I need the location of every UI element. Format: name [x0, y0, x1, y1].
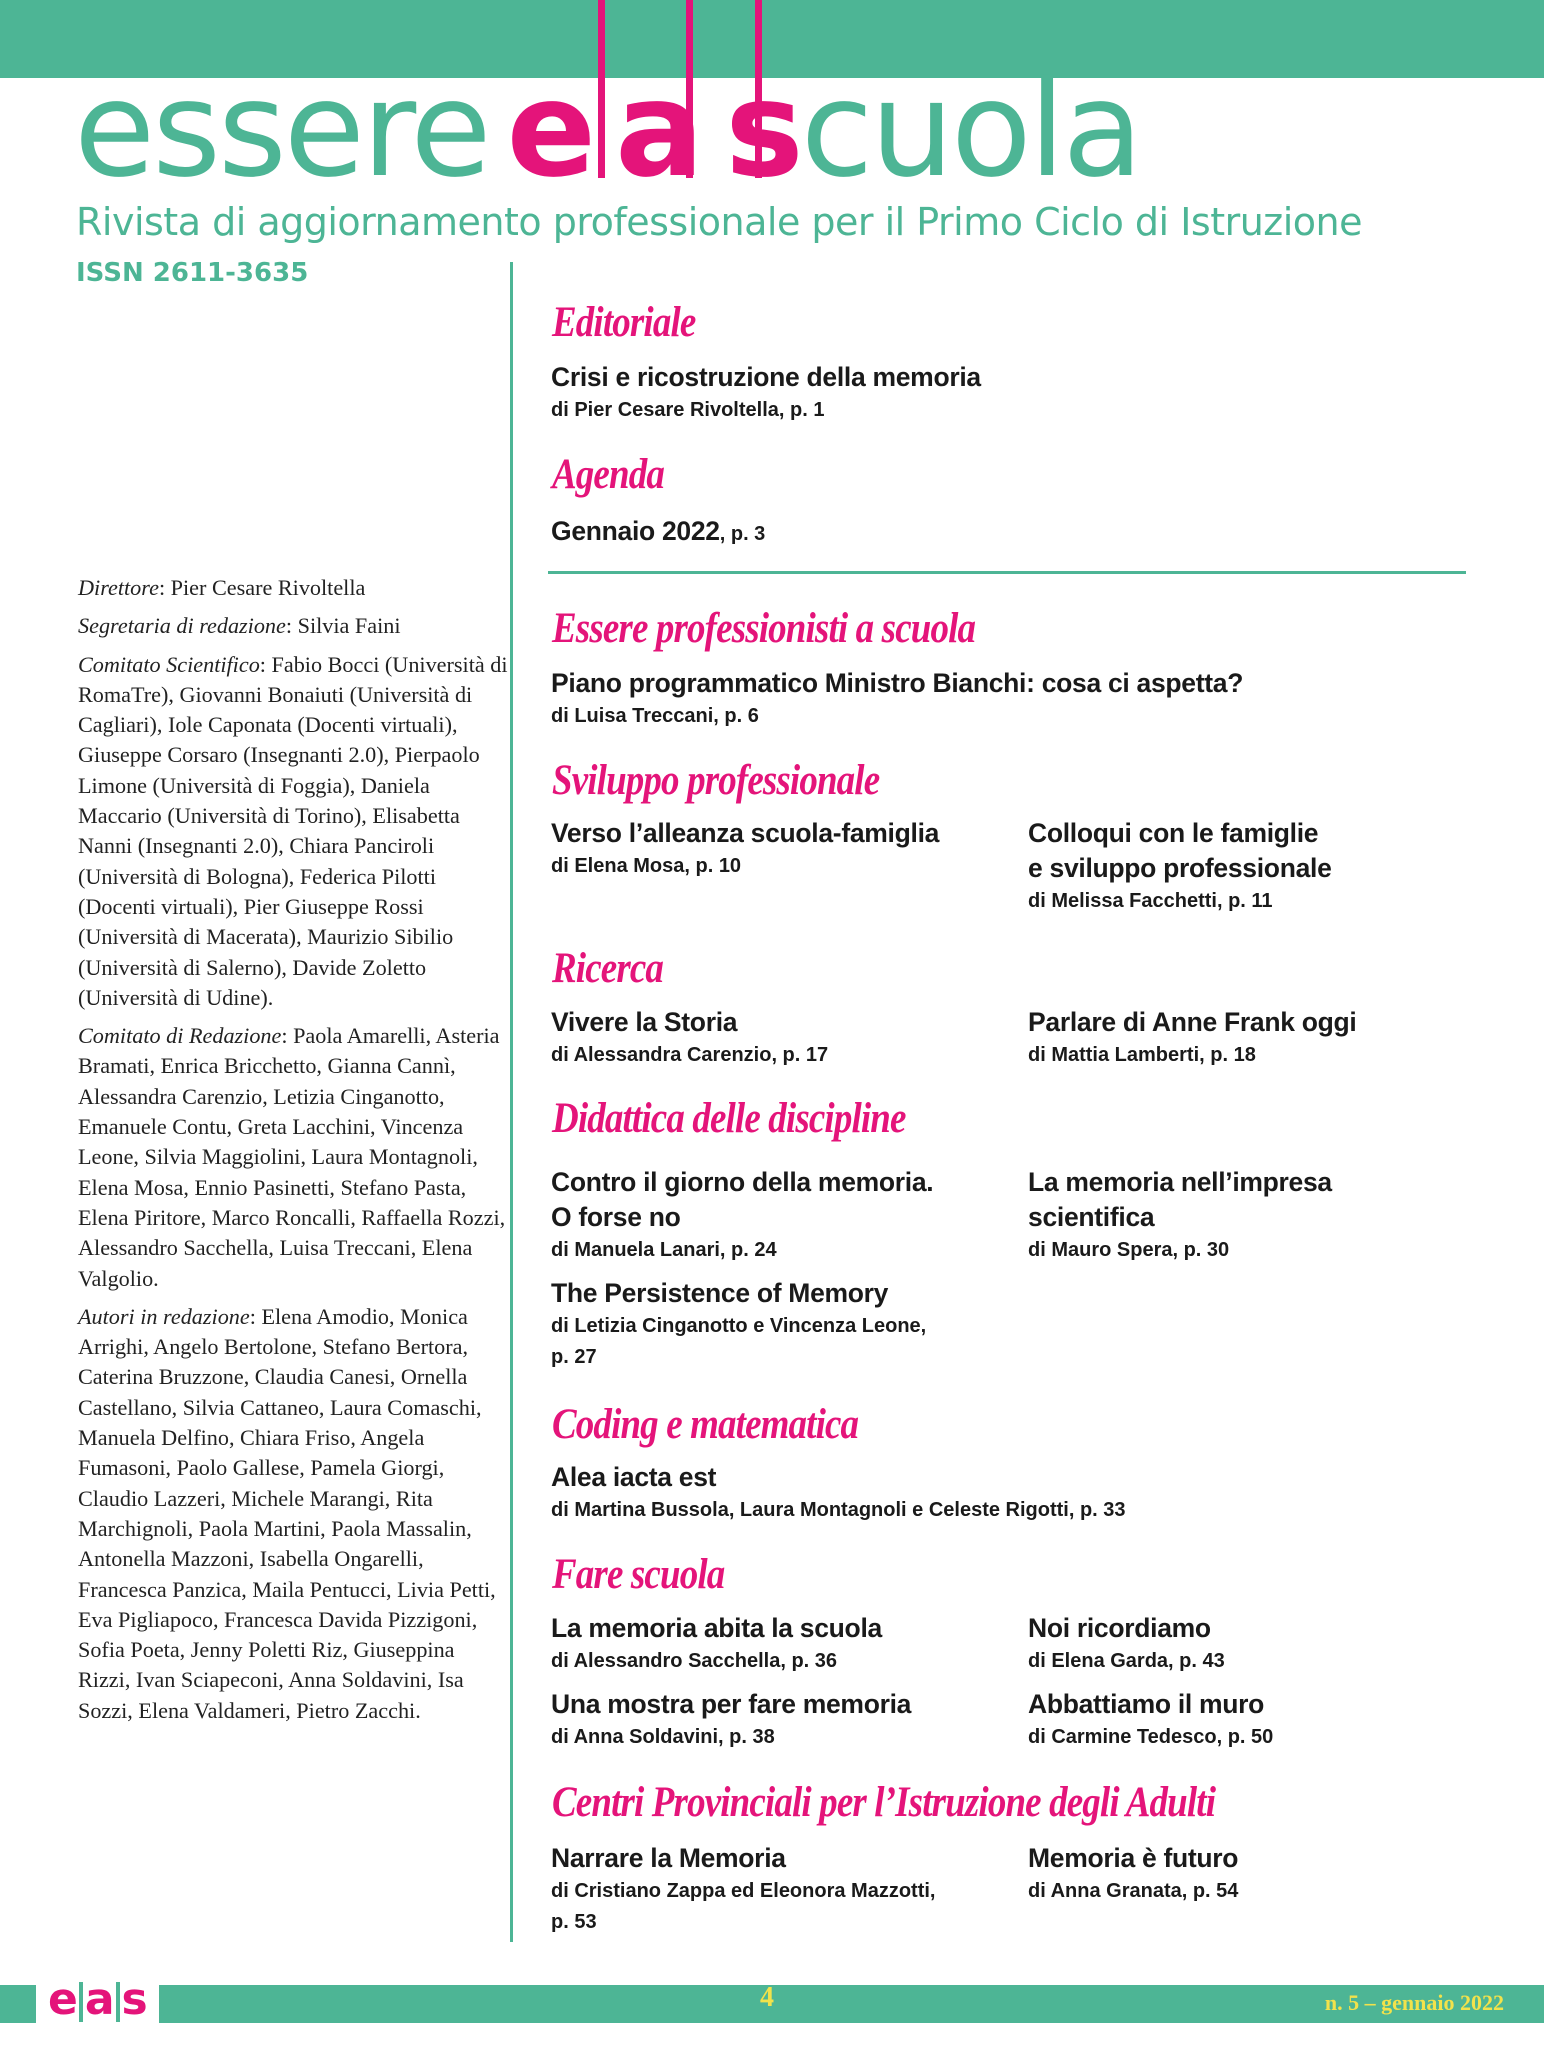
- section-coding: Coding e matematica: [552, 1401, 859, 1448]
- article-title: The Persistence of Memory: [551, 1278, 889, 1308]
- credit-scientific-committee: Comitato Scientifico: Fabio Bocci (Università di RomaTre), Giovanni Bonaiuti (Università di Cagliari), Iole Caponata (Docenti virtuali), Giuseppe Corsaro (Insegnanti 2.0), Pierpaolo Limone (Università di Foggia), Daniela Maccario (Università di Torino), Elisabetta Nanni (Insegnanti 2.0), Chiara Panciroli (Università di Bologna), Federica Pilotti (Docenti virtuali), Pier Giuseppe Rossi (Università di Macerata), Maurizio Sibilio (Università di Salerno), Davide Zoletto (Università di Udine).: [78, 651, 508, 1010]
- article-author-line2: p. 53: [551, 1911, 597, 1933]
- credit-authors: Autori in redazione: Elena Amodio, Monica Arrighi, Angelo Bertolone, Stefano Bertora, Caterina Bruzzone, Claudia Canesi, Ornella Castellano, Silvia Cattaneo, Laura Comaschi, Manuela Delfino, Chiara Friso, Angela Fumasoni, Paolo Gallese, Pamela Giorgi, Claudio Lazzeri, Michele Marangi, Rita Marchignoli, Paola Martini, Paola Massalin, Antonella Mazzoni, Isabella Ongarelli, Francesca Panzica, Maila Pentucci, Livia Petti, Eva Pigliapoco, Francesca Davida Pizzigoni, Sofia Poeta, Jenny Poletti Riz, Giuseppina Rizzi, Ivan Sciapeconi, Anna Soldavini, Isa Sozzi, Elena Valdameri, Pietro Zacchi.: [78, 1303, 496, 1723]
- magazine-subtitle: Rivista di aggiornamento professionale per il Primo Ciclo di Istruzione: [76, 200, 1363, 244]
- article-abbattiamo-muro[interactable]: [1028, 1687, 1488, 1753]
- article-colloqui[interactable]: [1028, 816, 1488, 917]
- footer-logo-s: s: [121, 1974, 147, 2025]
- article-author: di Anna Soldavini, p. 38: [551, 1726, 775, 1748]
- article-title: Crisi e ricostruzione della memoria: [551, 362, 981, 392]
- article-vivere-storia[interactable]: [551, 1005, 1011, 1071]
- article-narrare-memoria[interactable]: [551, 1841, 1011, 1938]
- section-fare-scuola: Fare scuola: [552, 1551, 725, 1598]
- article-title: La memoria abita la scuola: [551, 1613, 882, 1643]
- article-agenda[interactable]: [551, 514, 1451, 550]
- article-page: , p. 3: [719, 523, 766, 545]
- logo-essere: essere: [74, 53, 489, 207]
- credit-secretary: Segretaria di redazione: Silvia Faini: [78, 613, 401, 639]
- article-author: di Elena Garda, p. 43: [1028, 1650, 1225, 1672]
- section-editoriale: Editoriale: [552, 299, 696, 346]
- article-alea-iacta-est[interactable]: [551, 1460, 1451, 1526]
- article-memoria-futuro[interactable]: [1028, 1841, 1488, 1907]
- article-title: Noi ricordiamo: [1028, 1613, 1211, 1643]
- logo-a: a: [615, 53, 702, 207]
- article-alleanza[interactable]: [551, 816, 1011, 882]
- article-author: di Carmine Tedesco, p. 50: [1028, 1726, 1274, 1748]
- article-title: Narrare la Memoria: [551, 1843, 786, 1873]
- credit-director: Direttore: Pier Cesare Rivoltella: [78, 575, 366, 600]
- article-author: di Alessandro Sacchella, p. 36: [551, 1650, 838, 1672]
- logo-cuola: cuola: [800, 53, 1141, 207]
- article-title: Parlare di Anne Frank oggi: [1028, 1007, 1357, 1037]
- page-number: 4: [760, 1982, 774, 2013]
- section-didattica: Didattica delle discipline: [552, 1095, 906, 1142]
- article-anne-frank[interactable]: [1028, 1005, 1488, 1071]
- article-author: di Mauro Spera, p. 30: [1028, 1239, 1230, 1261]
- article-piano-programmatico[interactable]: [551, 666, 1451, 732]
- column-separator: [510, 262, 513, 1942]
- article-author-line1: di Cristiano Zappa ed Eleonora Mazzotti,: [551, 1880, 936, 1902]
- footer-logo-divider: [116, 1982, 120, 2022]
- credits-column: [78, 573, 508, 1734]
- article-editoriale[interactable]: [551, 360, 1451, 426]
- article-author: di Martina Bussola, Laura Montagnoli e Celeste Rigotti, p. 33: [551, 1499, 1126, 1521]
- section-sviluppo-professionale: Sviluppo professionale: [552, 757, 880, 804]
- section-ricerca: Ricerca: [552, 945, 664, 992]
- credit-editorial-committee: Comitato di Redazione: Paola Amarelli, Asteria Bramati, Enrica Bricchetto, Gianna Cannì, Alessandra Carenzio, Letizia Cinganotto, Emanuele Contu, Greta Lacchini, Vincenza Leone, Silvia Maggiolini, Laura Montagnoli, Elena Mosa, Ennio Pasinetti, Stefano Pasta, Elena Piritore, Marco Roncalli, Raffaella Rozzi, Alessandro Sacchella, Luisa Treccani, Elena Valgolio.: [78, 1023, 506, 1291]
- article-author: di Luisa Treccani, p. 6: [551, 705, 759, 727]
- article-author: di Alessandra Carenzio, p. 17: [551, 1044, 829, 1066]
- issue-info: n. 5 – gennaio 2022: [1324, 1990, 1504, 2015]
- article-author: di Mattia Lamberti, p. 18: [1028, 1044, 1256, 1066]
- article-mostra-memoria[interactable]: [551, 1687, 1011, 1753]
- article-title: Piano programmatico Ministro Bianchi: cosa ci aspetta?: [551, 668, 1244, 698]
- article-persistence-memory[interactable]: [551, 1276, 1011, 1373]
- article-author: di Anna Granata, p. 54: [1028, 1880, 1239, 1902]
- article-title: Gennaio 2022: [551, 516, 720, 546]
- article-title: Abbattiamo il muro: [1028, 1689, 1265, 1719]
- article-memoria-abita-scuola[interactable]: [551, 1611, 1011, 1677]
- logo-e: e: [506, 53, 594, 207]
- article-title: Una mostra per fare memoria: [551, 1689, 912, 1719]
- article-author: di Elena Mosa, p. 10: [551, 855, 742, 877]
- footer-logo-divider: [79, 1982, 83, 2022]
- article-memoria-impresa[interactable]: [1028, 1165, 1488, 1266]
- logo-s: s: [725, 53, 801, 207]
- article-author: di Manuela Lanari, p. 24: [551, 1239, 777, 1261]
- footer-logo-a: a: [84, 1974, 114, 2025]
- article-title: Vivere la Storia: [551, 1007, 738, 1037]
- article-title-line2: O forse no: [551, 1202, 681, 1232]
- article-author-line2: p. 27: [551, 1346, 597, 1368]
- article-title: Memoria è futuro: [1028, 1843, 1239, 1873]
- article-title-line1: Contro il giorno della memoria.: [551, 1167, 934, 1197]
- section-cpia: Centri Provinciali per l’Istruzione degli Adulti: [552, 1779, 1216, 1826]
- section-agenda: Agenda: [552, 451, 664, 498]
- article-title: Alea iacta est: [551, 1462, 717, 1492]
- article-author: di Pier Cesare Rivoltella, p. 1: [551, 399, 825, 421]
- article-title: Verso l’alleanza scuola-famiglia: [551, 818, 940, 848]
- article-title-line2: scientifica: [1028, 1202, 1155, 1232]
- article-title-line1: La memoria nell’impresa: [1028, 1167, 1332, 1197]
- footer-logo: [36, 1974, 159, 2026]
- section-separator: [548, 571, 1466, 574]
- article-noi-ricordiamo[interactable]: [1028, 1611, 1488, 1677]
- article-title-line2: e sviluppo professionale: [1028, 853, 1332, 883]
- section-essere-professionisti: Essere professionisti a scuola: [552, 605, 976, 652]
- footer-logo-e: e: [48, 1974, 77, 2025]
- issn: ISSN 2611-3635: [76, 258, 309, 288]
- article-contro-giorno-memoria[interactable]: [551, 1165, 1011, 1266]
- article-author-line1: di Letizia Cinganotto e Vincenza Leone,: [551, 1315, 927, 1337]
- article-author: di Melissa Facchetti, p. 11: [1028, 890, 1273, 912]
- magazine-logo: [74, 53, 1141, 207]
- article-title-line1: Colloqui con le famiglie: [1028, 818, 1319, 848]
